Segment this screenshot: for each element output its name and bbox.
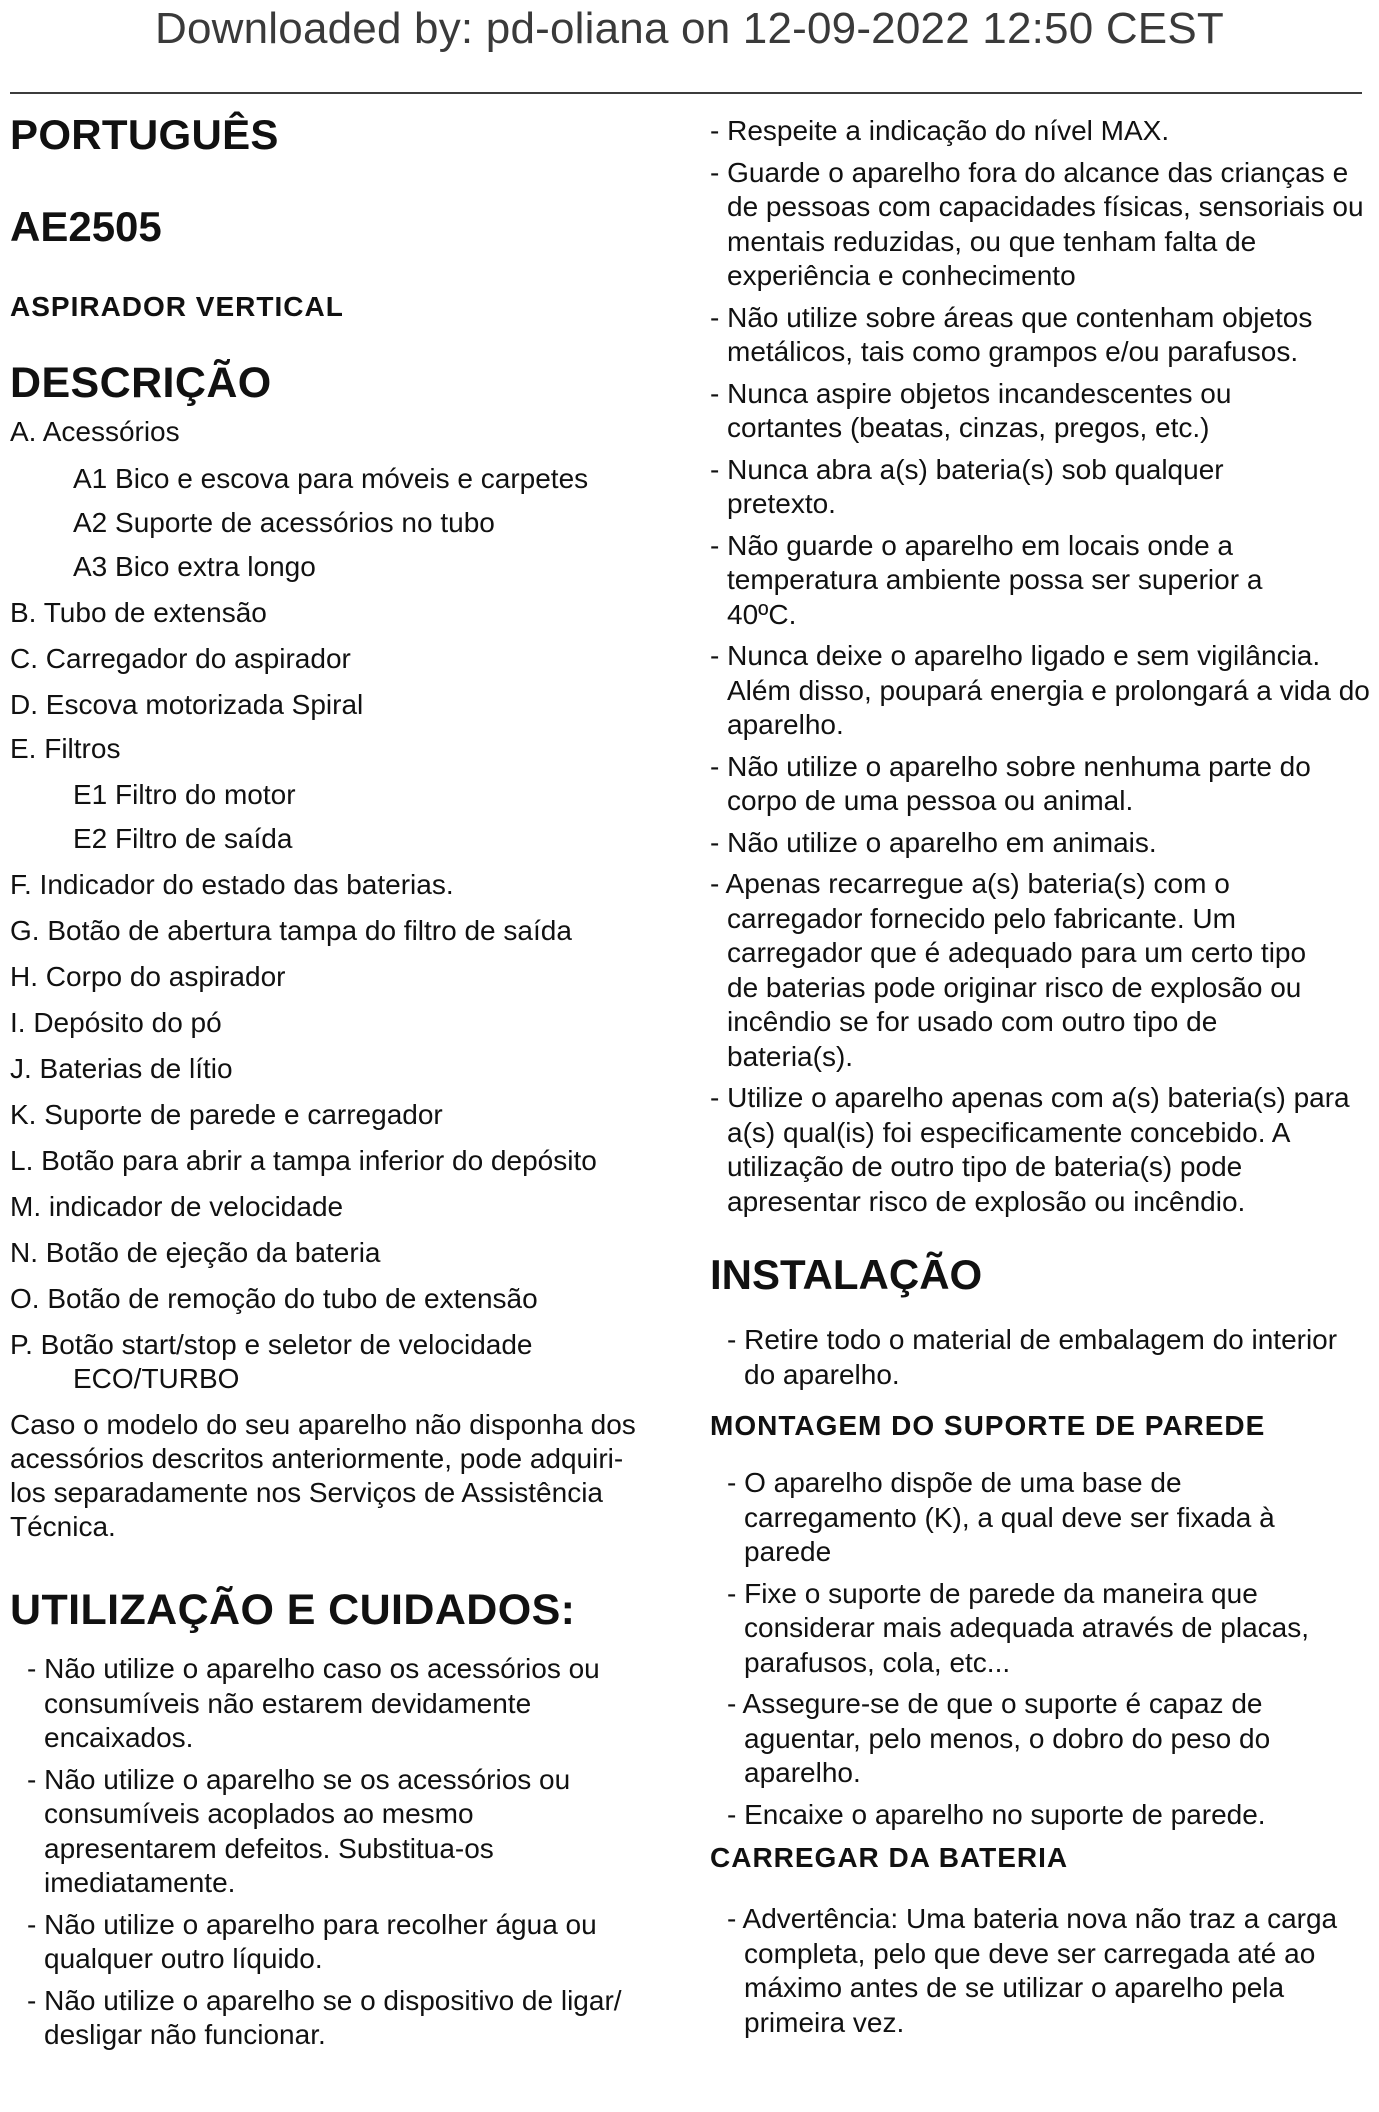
usage-list <box>10 1652 640 2053</box>
list-item: L. Botão para abrir a tampa inferior do depósito <box>10 1145 597 1176</box>
list-item: B. Tubo de extensão <box>10 597 267 628</box>
list-item: - Não utilize sobre áreas que contenham objetos metálicos, tais como grampos e/ou parafusos. <box>710 301 1313 367</box>
header-divider <box>10 92 1362 94</box>
language-heading: PORTUGUÊS <box>10 111 279 158</box>
wall-mount-list <box>727 1466 1375 1832</box>
list-item: - Nunca abra a(s) bateria(s) sob qualquer pretexto. <box>710 453 1224 519</box>
list-item: - Guarde o aparelho fora do alcance das crianças e de pessoas com capacidades físicas, sensoriais ou mentais reduzidas, ou que tenham falta de experiência e conhecimento <box>710 156 1364 291</box>
list-item: - Retire todo o material de embalagem do interior do aparelho. <box>727 1324 1338 1390</box>
list-item: - Respeite a indicação do nível MAX. <box>710 115 1170 146</box>
download-banner: Downloaded by: pd-oliana on 12-09-2022 12:50 CEST <box>155 4 1224 53</box>
right-column <box>710 108 1375 2047</box>
battery-heading: CARREGAR DA BATERIA <box>710 1842 1069 1873</box>
list-item: - Não guarde o aparelho em locais onde a temperatura ambiente possa ser superior a 40ºC. <box>710 529 1263 630</box>
list-item: - Nunca deixe o aparelho ligado e sem vigilância. Além disso, poupará energia e prolongará a vida do aparelho. <box>710 640 1370 740</box>
list-item: K. Suporte de parede e carregador <box>10 1099 443 1130</box>
wall-mount-heading: MONTAGEM DO SUPORTE DE PAREDE <box>710 1410 1266 1441</box>
list-item: - Advertência: Uma bateria nova não traz a carga completa, pelo que deve ser carregada até ao máximo antes de se utilizar o aparelho pela primeira vez. <box>727 1903 1338 2038</box>
model-heading: AE2505 <box>10 203 162 250</box>
list-item: - Não utilize o aparelho para recolher água ou qualquer outro líquido. <box>27 1908 597 1974</box>
list-item: - O aparelho dispõe de uma base de carregamento (K), a qual deve ser fixada à parede <box>727 1467 1275 1567</box>
list-item: - Utilize o aparelho apenas com a(s) bateria(s) para a(s) qual(is) foi especificamente concebido. A utilização de outro tipo de bateria(s) pode apresentar risco de explosão ou incêndio. <box>710 1082 1350 1217</box>
left-column <box>10 108 700 2060</box>
list-item: G. Botão de abertura tampa do filtro de saída <box>10 915 572 946</box>
list-item: I. Depósito do pó <box>10 1007 222 1038</box>
product-heading: ASPIRADOR VERTICAL <box>10 291 344 322</box>
list-item: - Não utilize o aparelho se os acessórios ou consumíveis acoplados ao mesmo apresentarem defeitos. Substitua-os imediatamente. <box>27 1763 571 1898</box>
list-item: - Não utilize o aparelho se o dispositivo de ligar/ desligar não funcionar. <box>27 1984 622 2050</box>
list-item: - Não utilize o aparelho em animais. <box>710 826 1157 858</box>
list-item: A2 Suporte de acessórios no tubo <box>73 507 495 538</box>
list-item: - Apenas recarregue a(s) bateria(s) com o carregador fornecido pelo fabricante. Um carregador que é adequado para um certo tipo de baterias pode originar risco de explosão ou incêndio se for usado com outro tipo de bateria(s). <box>710 868 1307 1072</box>
list-item: C. Carregador do aspirador <box>10 643 351 674</box>
list-item: J. Baterias de lítio <box>10 1053 233 1084</box>
description-heading: DESCRIÇÃO <box>10 359 272 407</box>
list-item: - Nunca aspire objetos incandescentes ou cortantes (beatas, cinzas, pregos, etc.) <box>710 377 1232 443</box>
list-item: O. Botão de remoção do tubo de extensão <box>10 1283 538 1314</box>
list-item: - Não utilize o aparelho caso os acessórios ou consumíveis não estarem devidamente encaixados. <box>27 1653 600 1753</box>
list-item: H. Corpo do aspirador <box>10 961 286 992</box>
battery-list <box>727 1902 1375 2040</box>
list-item: E. Filtros <box>10 733 121 764</box>
usage-list-continued <box>710 114 1375 1219</box>
list-item: M. indicador de velocidade <box>10 1191 344 1222</box>
list-item: A3 Bico extra longo <box>73 551 316 582</box>
list-item: D. Escova motorizada Spiral <box>10 689 364 720</box>
list-item: - Assegure-se de que o suporte é capaz de aguentar, pelo menos, o dobro do peso do aparelho. <box>727 1688 1271 1788</box>
list-item: E2 Filtro de saída <box>73 823 293 854</box>
list-item: - Fixe o suporte de parede da maneira que considerar mais adequada através de placas, parafusos, cola, etc... <box>727 1577 1310 1678</box>
accessories-note: Caso o modelo do seu aparelho não disponha dos acessórios descritos anteriormente, pode adquiri-los separadamente nos Serviços de Assistência Técnica. <box>10 1409 636 1542</box>
list-item: F. Indicador do estado das baterias. <box>10 869 454 900</box>
list-item: A1 Bico e escova para móveis e carpetes <box>73 463 589 494</box>
installation-heading: INSTALAÇÃO <box>710 1251 983 1298</box>
list-item: - Não utilize o aparelho sobre nenhuma parte do corpo de uma pessoa ou animal. <box>710 750 1311 816</box>
list-item: N. Botão de ejeção da bateria <box>10 1237 381 1268</box>
list-item: A. Acessórios <box>10 416 180 447</box>
description-list <box>10 415 700 1396</box>
list-item: P. Botão start/stop e seletor de velocidade ECO/TURBO <box>10 1329 533 1394</box>
list-item: - Encaixe o aparelho no suporte de parede. <box>727 1798 1266 1830</box>
usage-heading: UTILIZAÇÃO E CUIDADOS: <box>10 1586 576 1634</box>
list-item: E1 Filtro do motor <box>73 779 296 810</box>
